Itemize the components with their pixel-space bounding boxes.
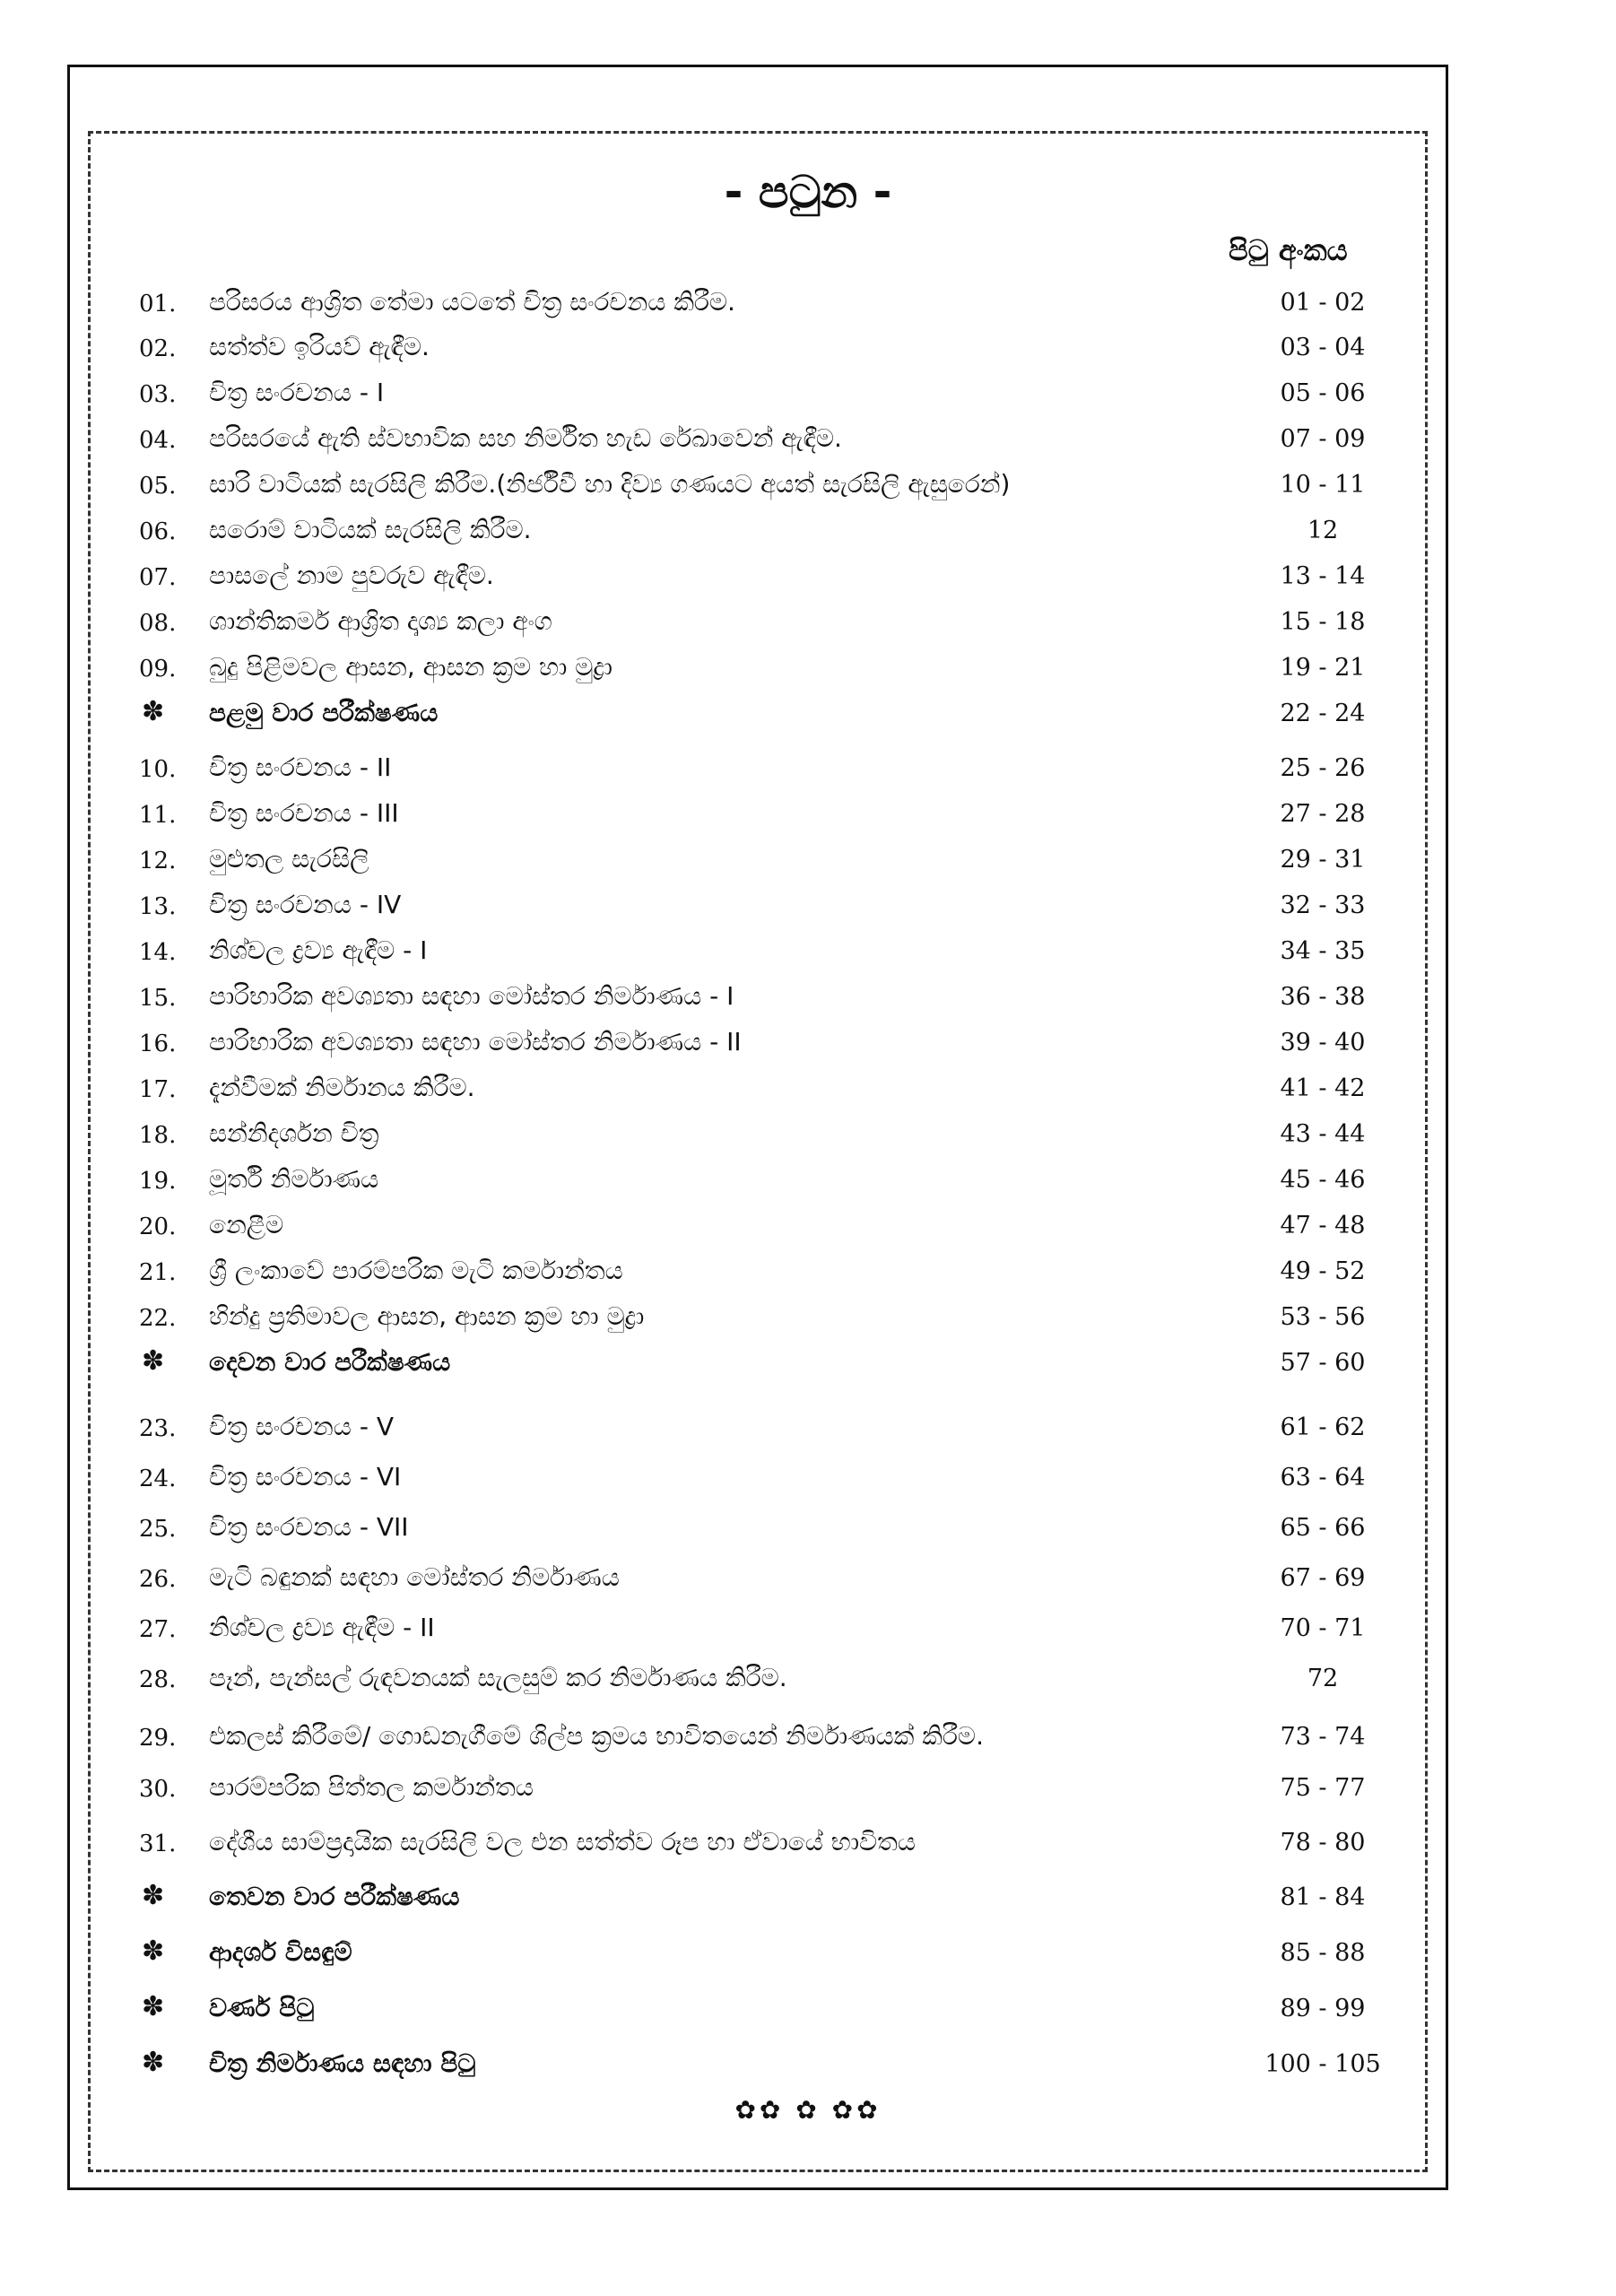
toc-entry-pages: 72 bbox=[1307, 1665, 1339, 1692]
toc-entry-number: 14. bbox=[139, 939, 177, 966]
toc-row bbox=[0, 376, 1616, 415]
toc-row bbox=[0, 751, 1616, 790]
toc-entry-pages: 25 - 26 bbox=[1280, 754, 1366, 782]
toc-row bbox=[0, 796, 1616, 836]
toc-entry-number: 11. bbox=[139, 802, 177, 829]
toc-entry-number: 05. bbox=[139, 473, 177, 500]
toc-entry-number: 26. bbox=[139, 1566, 177, 1593]
toc-entry-pages: 67 - 69 bbox=[1280, 1564, 1366, 1592]
bullet-star-icon: ✽ bbox=[142, 696, 165, 727]
toc-entry-pages: 45 - 46 bbox=[1280, 1166, 1366, 1194]
toc-row bbox=[0, 330, 1616, 370]
toc-entry-label: පාසලේ නාම පුවරුව ඇඳීම. bbox=[209, 561, 494, 590]
toc-entry-label: දෙවන වාර පරීක්ෂණය bbox=[209, 1347, 451, 1377]
toc-entry-pages: 75 - 77 bbox=[1280, 1774, 1366, 1802]
toc-row bbox=[0, 513, 1616, 552]
toc-entry-pages: 12 bbox=[1307, 517, 1339, 544]
toc-entry-pages: 01 - 02 bbox=[1280, 289, 1366, 317]
toc-row bbox=[0, 934, 1616, 973]
toc-row bbox=[0, 1345, 1616, 1385]
toc-entry-pages: 70 - 71 bbox=[1280, 1614, 1366, 1642]
toc-row bbox=[0, 559, 1616, 598]
toc-entry-number: 09. bbox=[139, 656, 177, 683]
page-title: - පටුන - bbox=[724, 166, 892, 218]
toc-entry-label: පාරිභාරික අවශ්‍යතා සඳහා මෝස්තර නිර්මාණය - I bbox=[209, 981, 734, 1011]
toc-entry-number: 02. bbox=[139, 335, 177, 362]
toc-entry-label: චිත්‍ර සංරචනය - I bbox=[209, 378, 385, 407]
toc-entry-number: 01. bbox=[139, 291, 177, 317]
toc-row bbox=[0, 696, 1616, 735]
toc-entry-label: චිත්‍ර සංරචනය - III bbox=[209, 798, 399, 828]
toc-row bbox=[0, 1561, 1616, 1600]
toc-entry-pages: 63 - 64 bbox=[1280, 1464, 1366, 1492]
toc-entry-label: නෙළීම bbox=[209, 1210, 284, 1239]
toc-entry-label: මුළුතල සැරසිලි bbox=[209, 844, 369, 874]
toc-entry-label: සන්නිදර්ශන චිත්‍ර bbox=[209, 1118, 379, 1148]
toc-entry-number: 18. bbox=[139, 1122, 177, 1149]
toc-row bbox=[0, 1071, 1616, 1110]
toc-entry-number: 23. bbox=[139, 1415, 177, 1442]
toc-entry-number: 03. bbox=[139, 381, 177, 408]
toc-row bbox=[0, 1661, 1616, 1700]
bullet-star-icon: ✽ bbox=[142, 1345, 165, 1377]
toc-row bbox=[0, 1410, 1616, 1449]
toc-row bbox=[0, 1510, 1616, 1550]
toc-entry-pages: 78 - 80 bbox=[1280, 1829, 1366, 1857]
toc-entry-pages: 05 - 06 bbox=[1280, 379, 1366, 407]
toc-entry-pages: 34 - 35 bbox=[1280, 937, 1366, 965]
toc-entry-number: 24. bbox=[139, 1465, 177, 1492]
toc-entry-pages: 43 - 44 bbox=[1280, 1120, 1366, 1148]
toc-entry-pages: 65 - 66 bbox=[1280, 1514, 1366, 1542]
toc-entry-pages: 89 - 99 bbox=[1280, 1995, 1366, 2022]
toc-entry-number: 20. bbox=[139, 1213, 177, 1240]
bullet-star-icon: ✽ bbox=[142, 2047, 165, 2078]
toc-entry-number: 21. bbox=[139, 1259, 177, 1286]
toc-row bbox=[0, 1935, 1616, 1975]
toc-entry-label: පළමු වාර පරීක්ෂණය bbox=[209, 698, 439, 727]
toc-entry-label: පාරිභාරික අවශ්‍යතා සඳහා මෝස්තර නිර්මාණය - II bbox=[209, 1027, 742, 1057]
toc-row bbox=[0, 285, 1616, 325]
toc-entry-pages: 73 - 74 bbox=[1280, 1723, 1366, 1751]
toc-entry-label: චිත්‍ර සංරචනය - VII bbox=[209, 1512, 409, 1542]
toc-entry-pages: 27 - 28 bbox=[1280, 800, 1366, 828]
toc-entry-number: 06. bbox=[139, 518, 177, 545]
toc-entry-number: 22. bbox=[139, 1305, 177, 1332]
toc-row bbox=[0, 842, 1616, 882]
toc-entry-label: බුදු පිළිමවල ආසන, ආසන ක්‍රම හා මුද්‍රා bbox=[209, 652, 613, 682]
toc-row bbox=[0, 1025, 1616, 1065]
toc-entry-pages: 13 - 14 bbox=[1280, 562, 1366, 590]
toc-row bbox=[0, 422, 1616, 461]
toc-row bbox=[0, 650, 1616, 690]
toc-row bbox=[0, 1770, 1616, 1810]
toc-row bbox=[0, 1254, 1616, 1293]
toc-entry-label: පාරම්පරික පිත්තල කර්මාන්තය bbox=[209, 1772, 534, 1802]
toc-entry-label: චිත්‍ර සංරචනය - II bbox=[209, 752, 392, 782]
toc-entry-pages: 22 - 24 bbox=[1280, 700, 1366, 727]
bullet-star-icon: ✽ bbox=[142, 1935, 165, 1967]
toc-row bbox=[0, 1719, 1616, 1759]
bullet-star-icon: ✽ bbox=[142, 1880, 165, 1911]
toc-entry-label: එකලස් කිරීමේ/ ගොඩනැගීමේ ශිල්ප ක්‍රමය භාවිතයෙන් නිර්මාණයක් කිරීම. bbox=[209, 1721, 984, 1751]
toc-row bbox=[0, 1162, 1616, 1202]
toc-entry-number: 13. bbox=[139, 893, 177, 920]
toc-entry-label: ආදර්ශ විසඳුම් bbox=[209, 1937, 352, 1967]
toc-entry-pages: 53 - 56 bbox=[1280, 1303, 1366, 1331]
toc-entry-pages: 61 - 62 bbox=[1280, 1413, 1366, 1441]
toc-entry-pages: 36 - 38 bbox=[1280, 983, 1366, 1011]
toc-row bbox=[0, 604, 1616, 644]
toc-entry-label: දැන්වීමක් නිර්මානය කිරීම. bbox=[209, 1073, 475, 1102]
toc-entry-pages: 10 - 11 bbox=[1280, 471, 1366, 499]
toc-row bbox=[0, 1208, 1616, 1248]
toc-row bbox=[0, 1825, 1616, 1865]
toc-entry-pages: 85 - 88 bbox=[1280, 1939, 1366, 1967]
toc-entry-pages: 15 - 18 bbox=[1280, 608, 1366, 636]
toc-entry-pages: 49 - 52 bbox=[1280, 1257, 1366, 1285]
toc-entry-pages: 03 - 04 bbox=[1280, 334, 1366, 361]
toc-entry-label: පරිසරයේ ඇති ස්වභාවික සහ නිර්මිත හැඩ රේඛාවෙන් ඇඳීම. bbox=[209, 423, 842, 453]
toc-entry-number: 19. bbox=[139, 1168, 177, 1195]
toc-entry-number: 30. bbox=[139, 1776, 177, 1803]
toc-entry-label: සත්ත්ව ඉරියව් ඇඳීම. bbox=[209, 332, 430, 361]
toc-entry-pages: 81 - 84 bbox=[1280, 1883, 1366, 1911]
toc-row bbox=[0, 2047, 1616, 2086]
toc-entry-label: තෙවන වාර පරීක්ෂණය bbox=[209, 1882, 460, 1911]
toc-entry-label: සරොම් වාටියක් සැරසිලි කිරීම. bbox=[209, 515, 532, 544]
toc-entry-number: 27. bbox=[139, 1616, 177, 1643]
toc-row bbox=[0, 1991, 1616, 2031]
toc-row bbox=[0, 1880, 1616, 1919]
toc-entry-label: චිත්‍ර සංරචනය - VI bbox=[209, 1462, 402, 1492]
toc-entry-pages: 47 - 48 bbox=[1280, 1212, 1366, 1239]
toc-row bbox=[0, 1300, 1616, 1339]
toc-entry-number: 16. bbox=[139, 1031, 177, 1057]
footer-ornament: ✿✿ ✿ ✿✿ bbox=[734, 2095, 882, 2125]
toc-row bbox=[0, 1117, 1616, 1156]
toc-entry-label: දේශීය සාම්ප්‍රදායික සැරසිලි වල එන සත්ත්ව රූප හා ඒවායේ භාවිතය bbox=[209, 1827, 917, 1857]
toc-entry-pages: 100 - 105 bbox=[1264, 2050, 1381, 2078]
toc-entry-pages: 29 - 31 bbox=[1280, 846, 1366, 874]
toc-entry-number: 08. bbox=[139, 610, 177, 637]
toc-row bbox=[0, 979, 1616, 1019]
toc-entry-label: පෑන්, පැන්සල් රුඳවනයක් සැලසුම් කර නිර්මාණය කිරීම. bbox=[209, 1663, 787, 1692]
toc-entry-pages: 32 - 33 bbox=[1280, 891, 1366, 919]
toc-entry-pages: 57 - 60 bbox=[1280, 1349, 1366, 1377]
toc-entry-pages: 07 - 09 bbox=[1280, 425, 1366, 453]
toc-entry-number: 17. bbox=[139, 1076, 177, 1103]
page-number-column-header: පිටු අංකය bbox=[1229, 233, 1348, 267]
toc-row bbox=[0, 467, 1616, 507]
bullet-star-icon: ✽ bbox=[142, 1991, 165, 2022]
toc-row bbox=[0, 888, 1616, 927]
toc-entry-pages: 19 - 21 bbox=[1280, 654, 1366, 682]
toc-entry-pages: 39 - 40 bbox=[1280, 1029, 1366, 1057]
toc-row bbox=[0, 1460, 1616, 1500]
toc-entry-number: 29. bbox=[139, 1725, 177, 1752]
toc-entry-number: 12. bbox=[139, 848, 177, 874]
toc-entry-label: ශ්‍රී ලංකාවේ පාරම්පරික මැටි කර්මාන්තය bbox=[209, 1256, 623, 1285]
toc-entry-number: 04. bbox=[139, 427, 177, 454]
toc-entry-label: මැටි බඳුනක් සඳහා මෝස්තර නිර්මාණය bbox=[209, 1562, 620, 1592]
toc-entry-label: හින්දු ප්‍රතිමාවල ආසන, ආසන ක්‍රම හා මුද්‍රා bbox=[209, 1301, 645, 1331]
toc-entry-number: 07. bbox=[139, 564, 177, 591]
toc-entry-number: 28. bbox=[139, 1666, 177, 1693]
toc-entry-label: මූර්ති නිර්මාණය bbox=[209, 1164, 379, 1194]
toc-entry-pages: 41 - 42 bbox=[1280, 1074, 1366, 1102]
toc-entry-number: 31. bbox=[139, 1831, 177, 1857]
toc-entry-label: නිශ්චල ද්‍රව්‍ය ඇඳීම - I bbox=[209, 935, 428, 965]
toc-entry-label: වර්ණ පිටු bbox=[209, 1993, 315, 2022]
toc-row bbox=[0, 1611, 1616, 1650]
toc-entry-number: 15. bbox=[139, 985, 177, 1012]
toc-entry-label: චිත්‍ර නිර්මාණය සඳහා පිටු bbox=[209, 2048, 476, 2078]
toc-entry-label: චිත්‍ර සංරචනය - IV bbox=[209, 890, 402, 919]
toc-entry-label: නිශ්චල ද්‍රව්‍ය ඇඳීම - II bbox=[209, 1613, 435, 1642]
toc-entry-label: ශාන්තිකර්ම ආශ්‍රිත දෘශ්‍ය කලා අංග bbox=[209, 606, 552, 636]
toc-entry-label: සාරි වාටියක් සැරසිලි කිරීම.(නිර්ජීවී හා දිව්‍ය ගණයට අයත් සැරසිලි ඇසුරෙන්) bbox=[209, 469, 1011, 499]
toc-entry-number: 25. bbox=[139, 1516, 177, 1543]
toc-entry-label: පරිසරය ආශ්‍රිත තේමා යටතේ චිත්‍ර සංරචනය කිරීම. bbox=[209, 287, 735, 317]
toc-entry-label: චිත්‍ර සංරචනය - V bbox=[209, 1412, 394, 1441]
toc-entry-number: 10. bbox=[139, 756, 177, 783]
